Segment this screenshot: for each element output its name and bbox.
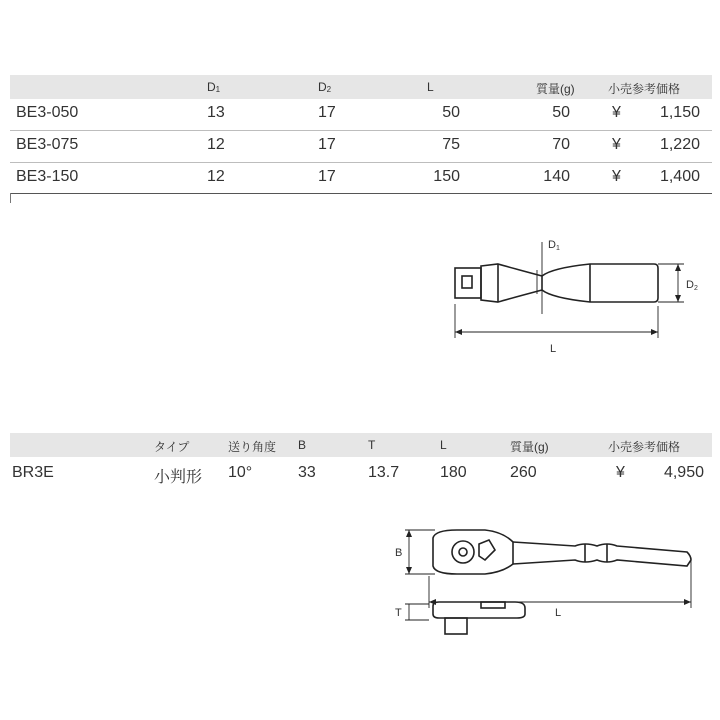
table2-header-price: 小売参考価格 <box>608 440 681 454</box>
yen-cell: ¥ <box>612 136 621 153</box>
d2-label: D2 <box>686 279 698 292</box>
mass-cell: 260 <box>510 464 537 481</box>
ratchet-head-outline <box>433 530 513 574</box>
extension-socket-outline <box>542 264 658 302</box>
table2-header-mass: 質量(g) <box>510 440 549 454</box>
d2-cell: 17 <box>318 136 336 153</box>
yen-cell: ¥ <box>612 104 621 121</box>
l-label: L <box>550 343 557 355</box>
table1-header-price: 小売参考価格 <box>608 82 681 96</box>
price-cell: 1,400 <box>659 168 700 185</box>
row-divider <box>10 162 712 163</box>
t-label: T <box>395 607 402 619</box>
table2-header-bar <box>10 433 712 457</box>
d2-cell: 17 <box>318 104 336 121</box>
table1-header-bar <box>10 75 712 99</box>
d1-cell: 12 <box>207 168 225 185</box>
type-cell: 小判形 <box>154 469 203 486</box>
ratchet-side-drive <box>445 618 467 634</box>
extension-body-outline <box>481 264 542 302</box>
mass-cell: 70 <box>552 136 570 153</box>
ratchet-side-view <box>433 602 525 618</box>
l-cell: 50 <box>442 104 460 121</box>
ratchet-handle-shaft <box>513 542 691 566</box>
mass-cell: 140 <box>543 168 570 185</box>
table1-header-d1: $D_1$ <box>207 80 221 94</box>
table1-header-d2: $D_2$ <box>318 80 332 94</box>
table1-header-l: L <box>427 80 434 94</box>
model-cell: BE3-050 <box>16 104 79 121</box>
t-cell: 13.7 <box>368 464 400 481</box>
table1-end-mark <box>10 193 11 203</box>
price-cell: 1,150 <box>659 104 700 121</box>
model-cell: BR3E <box>12 464 54 481</box>
d1-cell: 12 <box>207 136 225 153</box>
mass-cell: 50 <box>552 104 570 121</box>
b-label: B <box>395 547 403 559</box>
square-drive-hole <box>462 276 472 288</box>
l-label: L <box>555 607 562 619</box>
d1-label: D1 <box>548 239 560 252</box>
b-cell: 33 <box>298 464 316 481</box>
l-cell: 180 <box>440 464 467 481</box>
table2-header-feed: 送り角度 <box>228 440 277 454</box>
d2-cell: 17 <box>318 168 336 185</box>
model-cell: BE3-075 <box>16 136 79 153</box>
square-drive <box>455 268 481 298</box>
table2-header-l: L <box>440 438 447 452</box>
price-cell: 1,220 <box>659 136 700 153</box>
feed-cell: 10° <box>228 464 253 481</box>
d1-cell: 13 <box>207 104 225 121</box>
extension-bar-diagram <box>440 234 710 374</box>
l-cell: 75 <box>442 136 460 153</box>
price-cell: 4,950 <box>663 464 704 481</box>
table2-header-b: B <box>298 438 307 452</box>
ratchet-drive-circle <box>452 541 474 563</box>
l-cell: 150 <box>433 168 460 185</box>
table1-header-mass: 質量(g) <box>536 82 575 96</box>
yen-cell: ¥ <box>612 168 621 185</box>
table1-bottom-rule <box>10 193 712 194</box>
yen-cell: ¥ <box>616 464 625 481</box>
table2-header-type: タイプ <box>154 440 190 454</box>
model-cell: BE3-150 <box>16 168 79 185</box>
row-divider <box>10 130 712 131</box>
table2-header-t: T <box>368 438 376 452</box>
ratchet-lever <box>479 540 495 560</box>
ratchet-handle-diagram <box>385 520 715 650</box>
